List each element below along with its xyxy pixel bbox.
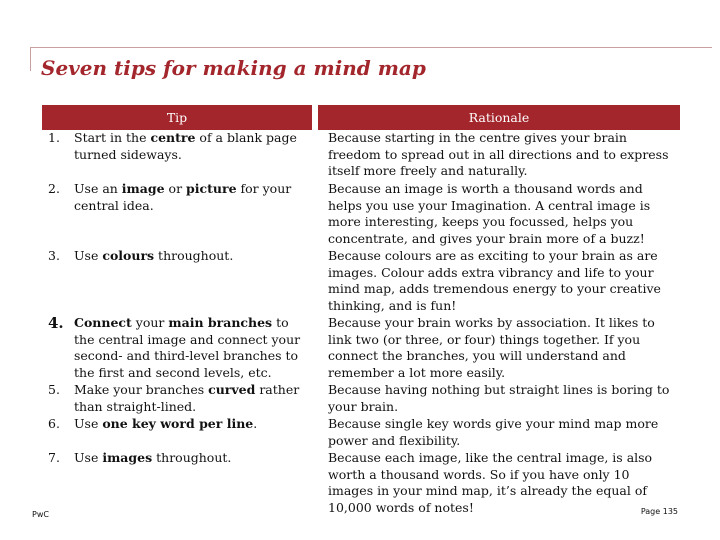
page-number: Page 135 bbox=[640, 507, 678, 516]
tip-text-run: or bbox=[164, 181, 187, 196]
rationale-cell: Because colours are as exciting to your brain as are images. Colour adds extra vibrancy and life to your mind map, adds tremendous energy to your creative thinking, and is fun! bbox=[328, 248, 661, 313]
tip-text-bold: colours bbox=[102, 248, 155, 263]
tip-number: 6. bbox=[48, 416, 60, 431]
tip-text-bold: images bbox=[102, 450, 153, 465]
tip-text bbox=[74, 416, 312, 433]
tip-text-bold: one key word per line bbox=[102, 416, 254, 431]
header-tip: Tip bbox=[42, 105, 312, 130]
tip-cell bbox=[42, 130, 312, 181]
title-rule-left bbox=[30, 47, 31, 71]
tip-text bbox=[74, 181, 312, 214]
tip-number: 7. bbox=[48, 450, 60, 465]
footer-brand: PwC bbox=[32, 510, 49, 519]
tip-text-run: throughout. bbox=[154, 248, 234, 263]
tip-text-bold: centre bbox=[150, 130, 196, 145]
tip-text-run: Use an bbox=[74, 181, 122, 196]
tip-number: 2. bbox=[48, 181, 60, 196]
tip-text-run: throughout. bbox=[152, 450, 232, 465]
tip-text bbox=[74, 382, 312, 415]
rationale-cell: Because each image, like the central image, is also worth a thousand words. So if you have only 10 images in your mind map, it’s already the equal of 10,000 words of notes! bbox=[328, 450, 653, 515]
table-header-row bbox=[42, 105, 680, 130]
tip-text-run: Use bbox=[74, 248, 103, 263]
table-row bbox=[42, 248, 680, 315]
tip-cell bbox=[42, 181, 312, 248]
table-row bbox=[42, 315, 680, 382]
tip-cell bbox=[42, 450, 312, 517]
tip-number: 1. bbox=[48, 130, 60, 145]
table-row bbox=[42, 181, 680, 248]
tip-text-run: for your central idea. bbox=[74, 181, 292, 213]
title-rule bbox=[30, 47, 712, 48]
tip-number: 3. bbox=[48, 248, 60, 263]
tip-text-bold: main branches bbox=[168, 315, 273, 330]
tip-number: 5. bbox=[48, 382, 60, 397]
header-rationale: Rationale bbox=[318, 105, 680, 130]
page-title: Seven tips for making a mind map bbox=[41, 56, 426, 80]
table-row bbox=[42, 416, 680, 450]
tip-cell bbox=[42, 382, 312, 416]
rationale-cell: Because having nothing but straight lines is boring to your brain. bbox=[328, 382, 670, 414]
tip-text-run: to the central image and connect your second- and third-level branches to the first and second levels, etc. bbox=[74, 315, 301, 380]
tip-text bbox=[74, 130, 312, 163]
tip-text bbox=[74, 248, 312, 265]
rationale-cell: Because an image is worth a thousand words and helps you use your Imagination. A central image is more interesting, keeps you focussed, helps you concentrate, and gives your brain more of a buzz! bbox=[328, 181, 651, 246]
tip-text-run: Make your branches bbox=[74, 382, 209, 397]
tip-cell bbox=[42, 416, 312, 450]
tip-text-bold: curved bbox=[208, 382, 256, 397]
tip-cell bbox=[42, 315, 312, 382]
tip-text-run: of a blank page turned sideways. bbox=[74, 130, 297, 162]
rationale-cell: Because your brain works by association. It likes to link two (or three, or four) things together. If you connect the branches, you will understand and remember a lot more easily. bbox=[328, 315, 655, 380]
tip-text-run: your bbox=[131, 315, 169, 330]
tip-text-bold: image bbox=[121, 181, 165, 196]
tips-table bbox=[42, 105, 680, 517]
rationale-cell: Because starting in the centre gives your brain freedom to spread out in all directions and to express itself more freely and naturally. bbox=[328, 130, 669, 179]
tip-text-run: Use bbox=[74, 416, 103, 431]
tip-text-run: rather than straight-lined. bbox=[74, 382, 300, 414]
tip-text-bold: Connect bbox=[74, 315, 132, 330]
tip-text bbox=[74, 315, 312, 381]
tip-number: 4. bbox=[48, 314, 64, 332]
table-row bbox=[42, 130, 680, 181]
tip-text bbox=[74, 450, 312, 467]
tip-text-run: . bbox=[253, 416, 258, 431]
tip-text-run: Use bbox=[74, 450, 103, 465]
table-row bbox=[42, 450, 680, 517]
tip-text-bold: picture bbox=[186, 181, 237, 196]
tip-cell bbox=[42, 248, 312, 315]
tip-text-run: Start in the bbox=[74, 130, 151, 145]
rationale-cell: Because single key words give your mind map more power and flexibility. bbox=[328, 416, 659, 448]
table-row bbox=[42, 382, 680, 416]
